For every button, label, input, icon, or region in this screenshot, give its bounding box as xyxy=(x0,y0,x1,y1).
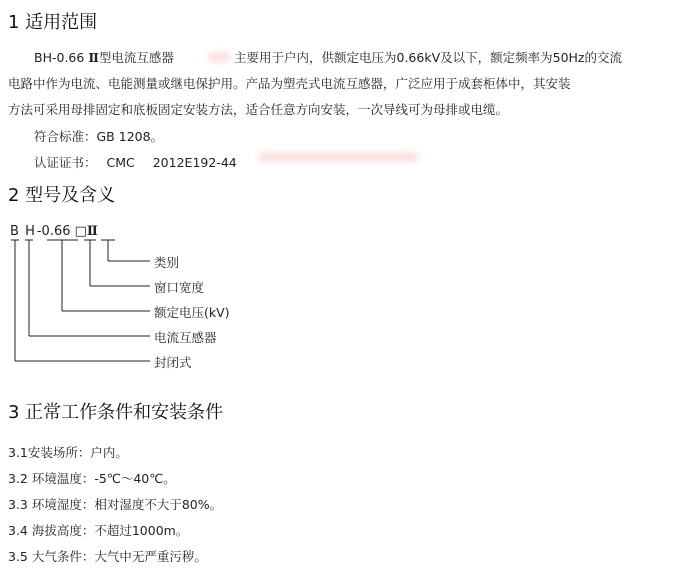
scope-line-2: 电路中作为电流、电能测量或继电保护用。产品为塑壳式电流互感器，广泛应用于成套柜体中，其安装 xyxy=(8,76,571,91)
code-part-h: H xyxy=(25,224,35,239)
series-numeral: Ⅱ xyxy=(88,50,99,65)
label-enclosed-type: 封闭式 xyxy=(154,355,192,370)
section-3-heading: 3 正常工作条件和安装条件 xyxy=(8,402,224,423)
scope-line-3: 方法可采用母排固定和底板固定安装方法，适合任意方向安装，一次导线可为母排或电缆。 xyxy=(8,102,509,117)
label-window-width: 窗口宽度 xyxy=(154,280,205,295)
certificate-label: 认证证书： xyxy=(34,155,97,170)
model-code: BH-0.66 xyxy=(34,50,85,65)
certificate-org: CMC xyxy=(106,155,135,170)
condition-item: 3.3 环境湿度：相对湿度不大于80%。 xyxy=(8,497,223,512)
section-2-heading: 2 型号及含义 xyxy=(8,185,116,206)
standard-line: 符合标准：GB 1208。 xyxy=(34,129,164,144)
condition-item: 3.2 环境温度：-5℃～40℃。 xyxy=(8,471,176,486)
label-current-transformer: 电流互感器 xyxy=(154,330,217,345)
code-part-b: B xyxy=(10,224,19,239)
label-category: 类别 xyxy=(154,255,180,270)
code-part-window-box: □ xyxy=(74,224,87,239)
condition-item: 3.5 大气条件：大气中无严重污秽。 xyxy=(8,549,207,564)
certificate-number: 2012E192-44 xyxy=(152,155,237,170)
code-part-voltage: -0.66 xyxy=(36,224,71,239)
condition-item: 3.1安装场所：户内。 xyxy=(8,445,128,460)
label-rated-voltage: 额定电压(kV) xyxy=(154,305,230,320)
condition-item: 3.4 海拔高度：不超过1000m。 xyxy=(8,523,189,538)
code-part-series: Ⅱ xyxy=(86,224,98,239)
model-type: 型电流互感器 xyxy=(98,50,174,65)
scope-line-1-tail: 主要用于户内，供额定电压为0.66kV及以下，额定频率为50Hz的交流 xyxy=(234,50,622,65)
section-1-heading: 1 适用范围 xyxy=(8,12,98,33)
